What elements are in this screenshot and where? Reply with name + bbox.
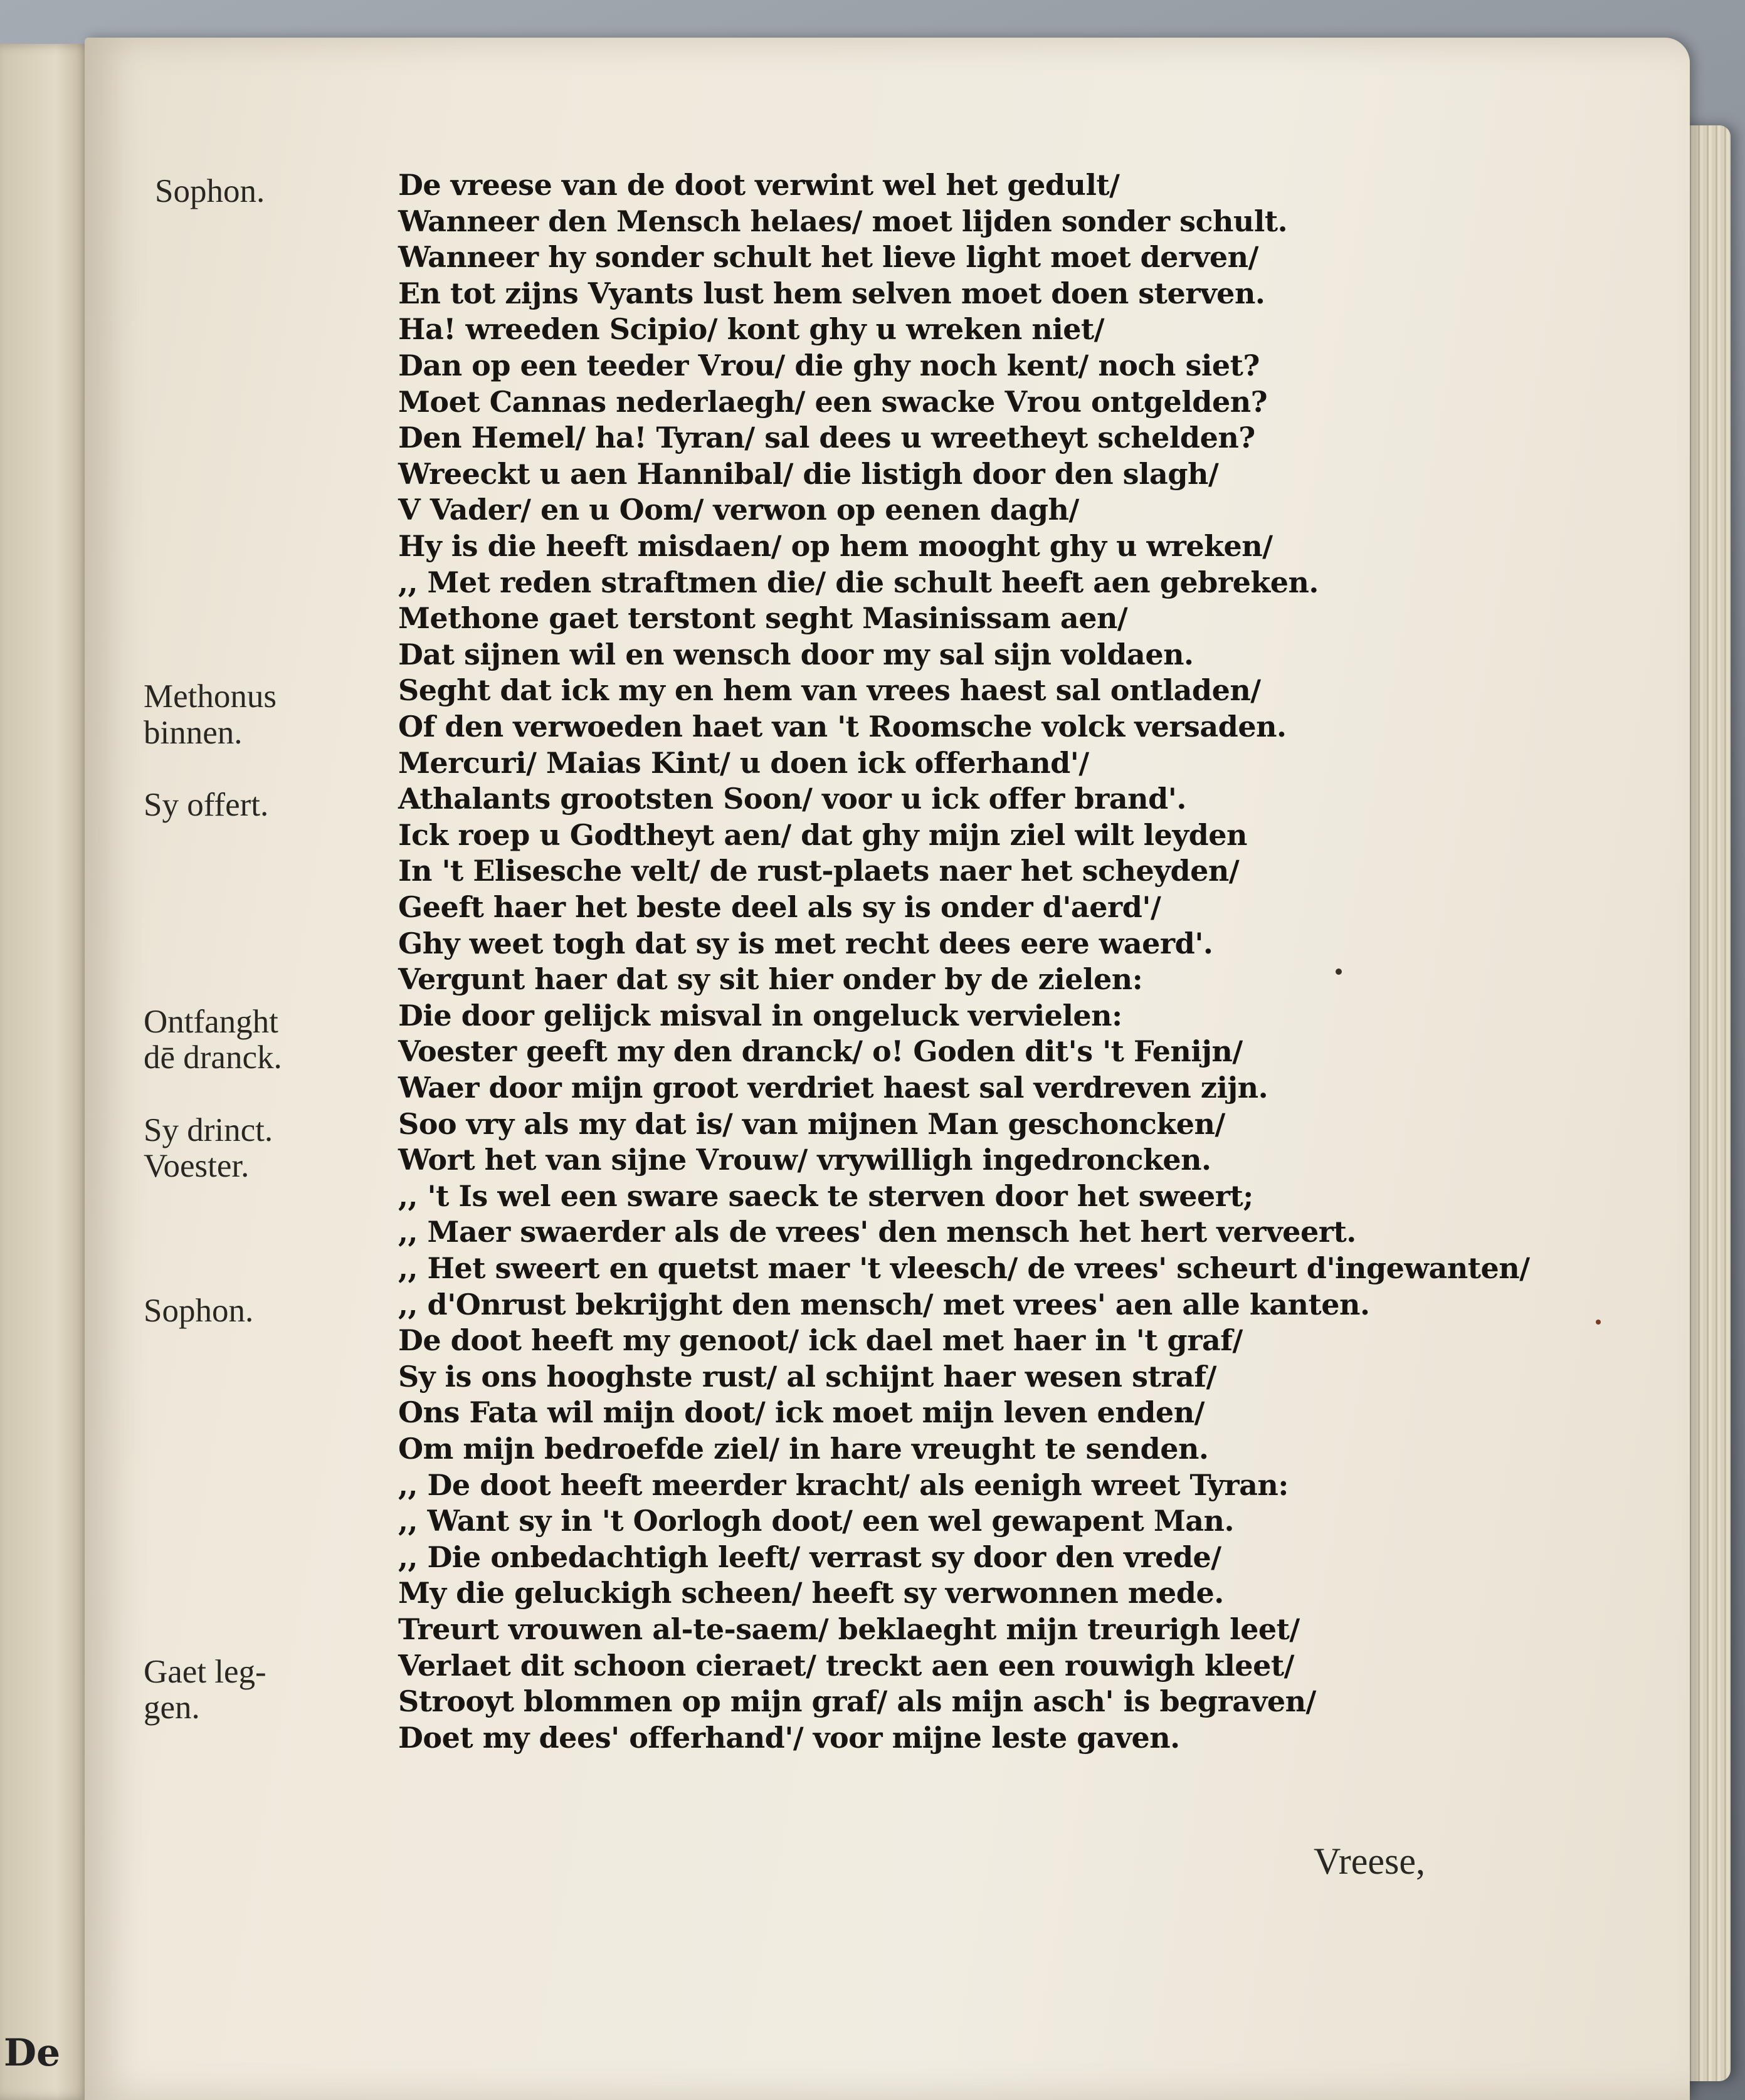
speaker-label: Voester. <box>144 1148 250 1185</box>
speaker-label: Sophon. <box>144 1292 254 1329</box>
verse-line: Dan op een teeder Vrou/ die ghy noch kent/ noch siet? <box>398 349 1260 382</box>
verse-line: Om mijn bedroefde ziel/ in hare vreught te senden. <box>398 1432 1209 1466</box>
verse-line: Methone gaet terstont seght Masinissam aen/ <box>398 601 1128 636</box>
verse-line: En tot zijns Vyants lust hem selven moet doen sterven. <box>398 276 1265 310</box>
verse-line: Verlaet dit schoon cieraet/ treckt aen een rouwigh kleet/ <box>398 1648 1294 1683</box>
verse-line: V Vader/ en u Oom/ verwon op eenen dagh/ <box>398 493 1079 527</box>
verse-line: Doet my dees' offerhand'/ voor mijne leste gaven. <box>398 1720 1180 1755</box>
ink-spot <box>1336 969 1342 975</box>
verse-line: Wanneer den Mensch helaes/ moet lijden sonder schult. <box>398 204 1288 238</box>
verse-line: ,, 't Is wel een sware saeck te sterven door het sweert; <box>398 1179 1253 1213</box>
verse-line: Ons Fata wil mijn doot/ ick moet mijn leven enden/ <box>398 1395 1205 1430</box>
verse-line: Soo vry als my dat is/ van mijnen Man geschoncken/ <box>398 1106 1225 1141</box>
verse-line: Sy is ons hooghste rust/ al schijnt haer wesen straf/ <box>398 1359 1216 1394</box>
verse-line: Dat sijnen wil en wensch door my sal sijn voldaen. <box>398 637 1194 671</box>
verse-line: Treurt vrouwen al-te-saem/ beklaeght mijn treurigh leet/ <box>398 1612 1300 1646</box>
verse-line: Ick roep u Godtheyt aen/ dat ghy mijn ziel wilt leyden <box>398 817 1247 852</box>
speaker-label: Sophon. <box>155 173 265 209</box>
verse-line: Athalants grootsten Soon/ voor u ick offer brand'. <box>398 782 1186 816</box>
verse-line: De doot heeft my genoot/ ick dael met haer in 't graf/ <box>398 1323 1243 1358</box>
verse-line: Wreeckt u aen Hannibal/ die listigh door den slagh/ <box>398 456 1219 491</box>
ink-spot <box>1596 1320 1601 1325</box>
verse-line: Seght dat ick my en hem van vrees haest sal ontladen/ <box>398 673 1261 708</box>
verse-line: My die geluckigh scheen/ heeft sy verwonnen mede. <box>398 1576 1224 1610</box>
verse-line: ,, De doot heeft meerder kracht/ als eenigh wreet Tyran: <box>398 1467 1289 1502</box>
speaker-label: Gaet leg- <box>144 1653 266 1690</box>
verse-line: Geeft haer het beste deel als sy is onder d'aerd'/ <box>398 890 1161 924</box>
verse-line: Ghy weet togh dat sy is met recht dees eere waerd'. <box>398 926 1213 960</box>
verse-line: Of den verwoeden haet van 't Roomsche volck versaden. <box>398 710 1287 743</box>
speaker-label: dē dranck. <box>144 1039 282 1076</box>
verse-line: Wort het van sijne Vrouw/ vrywilligh ingedroncken. <box>398 1143 1211 1177</box>
verse-line: Die door gelijck misval in ongeluck vervielen: <box>398 998 1122 1032</box>
speaker-label: binnen. <box>144 715 243 751</box>
verse-line: Den Hemel/ ha! Tyran/ sal dees u wreetheyt schelden? <box>398 421 1255 455</box>
speaker-label: gen. <box>144 1689 200 1726</box>
verse-line: ,, Met reden straftmen die/ die schult heeft aen gebreken. <box>398 565 1319 599</box>
verse-line: De vreese van de doot verwint wel het gedult/ <box>398 168 1120 202</box>
speaker-label: Sy offert. <box>144 787 269 824</box>
verse-line: Wanneer hy sonder schult het lieve light moet derven/ <box>398 240 1258 275</box>
verse-line: In 't Elisesche velt/ de rust-plaets naer het scheyden/ <box>398 854 1240 888</box>
catchword: Vreese, <box>1314 1840 1425 1882</box>
verse-line: ,, Die onbedachtigh leeft/ verrast sy door den vrede/ <box>398 1540 1221 1574</box>
speaker-label: Sy drinct. <box>144 1111 273 1148</box>
verse-line: ,, Het sweert en quetst maer 't vleesch/ de vrees' scheurt d'ingewanten/ <box>398 1251 1530 1285</box>
book-page <box>85 38 1690 2100</box>
verse-line: ,, Want sy in 't Oorlogh doot/ een wel gewapent Man. <box>398 1504 1234 1538</box>
verse-line: ,, Maer swaerder als de vrees' den mensch het hert verveert. <box>398 1215 1356 1249</box>
verse-line: Strooyt blommen op mijn graf/ als mijn asch' is begraven/ <box>398 1684 1316 1719</box>
speaker-label: Ontfanght <box>144 1003 278 1040</box>
verse-line: Waer door mijn groot verdriet haest sal verdreven zijn. <box>398 1071 1268 1105</box>
verse-line: Voester geeft my den dranck/ o! Goden dit's 't Fenijn/ <box>398 1034 1243 1069</box>
speaker-label: Methonus <box>144 678 277 715</box>
verse-line: Mercuri/ Maias Kint/ u doen ick offerhand'/ <box>398 745 1089 780</box>
verse-line: Vergunt haer dat sy sit hier onder by de zielen: <box>398 962 1143 997</box>
verse-line: Ha! wreeden Scipio/ kont ghy u wreken niet/ <box>398 312 1105 347</box>
verse-line: Hy is die heeft misdaen/ op hem mooght ghy u wreken/ <box>398 529 1273 563</box>
facing-page-fragment: De <box>4 2031 61 2075</box>
facing-page-edge <box>0 44 94 2100</box>
verse-line: Moet Cannas nederlaegh/ een swacke Vrou ontgelden? <box>398 384 1268 419</box>
verse-line: ,, d'Onrust bekrijght den mensch/ met vrees' aen alle kanten. <box>398 1287 1370 1321</box>
